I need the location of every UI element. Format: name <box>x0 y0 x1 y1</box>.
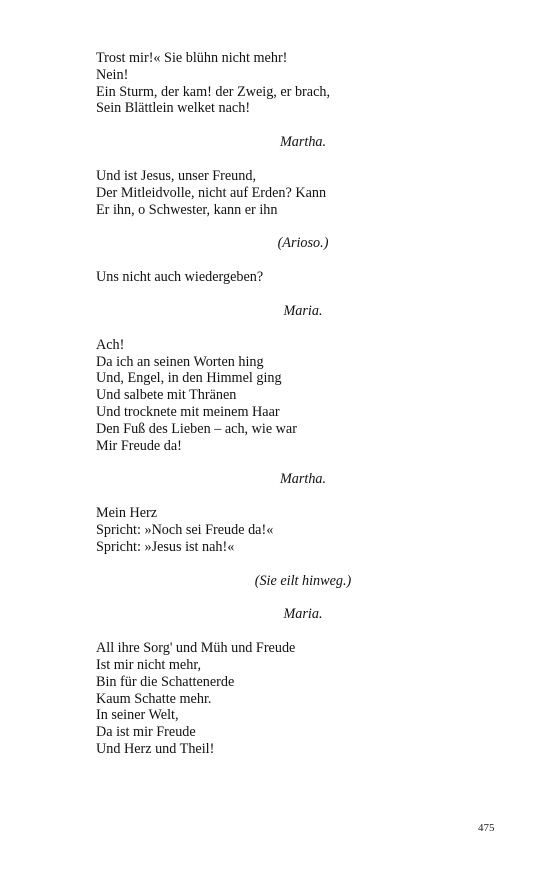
verse-line: Spricht: »Noch sei Freude da!« <box>96 521 274 538</box>
speaker-name: Martha. <box>279 471 327 488</box>
verse-line: Und, Engel, in den Himmel ging <box>96 370 282 387</box>
verse-line: Spricht: »Jesus ist nah!« <box>96 538 235 555</box>
verse-line: Den Fuß des Lieben – ach, wie war <box>96 420 297 437</box>
verse-line: Und Herz und Theil! <box>96 740 215 757</box>
verse-line: Trost mir!« Sie blühn nicht mehr! <box>96 50 288 66</box>
verse-line: Ist mir nicht mehr, <box>96 656 202 673</box>
verse-line: In seiner Welt, <box>96 707 179 724</box>
verse-line: Nein! <box>96 66 129 83</box>
verse-line: Sein Blättlein welket nach! <box>96 100 251 117</box>
stanza-4 <box>96 337 426 455</box>
verse-line: Uns nicht auch wiedergeben? <box>96 269 264 286</box>
stage-direction: (Arioso.) <box>277 235 329 252</box>
page-text <box>96 50 426 758</box>
stanza-3 <box>96 269 426 286</box>
verse-line: Da ich an seinen Worten hing <box>96 353 264 370</box>
verse-line: Kaum Schatte mehr. <box>96 690 212 707</box>
stanza-2 <box>96 168 426 218</box>
stage-direction: (Sie eilt hinweg.) <box>254 572 352 589</box>
speaker-name: Maria. <box>283 302 323 319</box>
verse-line: Mein Herz <box>96 505 158 522</box>
stanza-6 <box>96 640 426 758</box>
stanza-5 <box>96 505 426 555</box>
verse-line: Bin für die Schattenerde <box>96 673 235 690</box>
verse-line: Er ihn, o Schwester, kann er ihn <box>96 201 278 218</box>
verse-line: All ihre Sorg' und Müh und Freude <box>96 640 296 657</box>
speaker-name: Maria. <box>283 606 323 623</box>
verse-line: Und trocknete mit meinem Haar <box>96 403 280 420</box>
verse-line: Ach! <box>96 336 125 353</box>
page-number: 475 <box>478 822 495 834</box>
verse-line: Da ist mir Freude <box>96 724 196 741</box>
speaker-name: Martha. <box>279 134 327 151</box>
verse-line: Der Mitleidvolle, nicht auf Erden? Kann <box>96 184 327 201</box>
verse-line: Und ist Jesus, unser Freund, <box>96 167 256 184</box>
stanza-1 <box>96 50 426 117</box>
verse-line: Ein Sturm, der kam! der Zweig, er brach, <box>96 83 331 100</box>
verse-line: Und salbete mit Thränen <box>96 387 237 404</box>
verse-line: Mir Freude da! <box>96 437 182 454</box>
